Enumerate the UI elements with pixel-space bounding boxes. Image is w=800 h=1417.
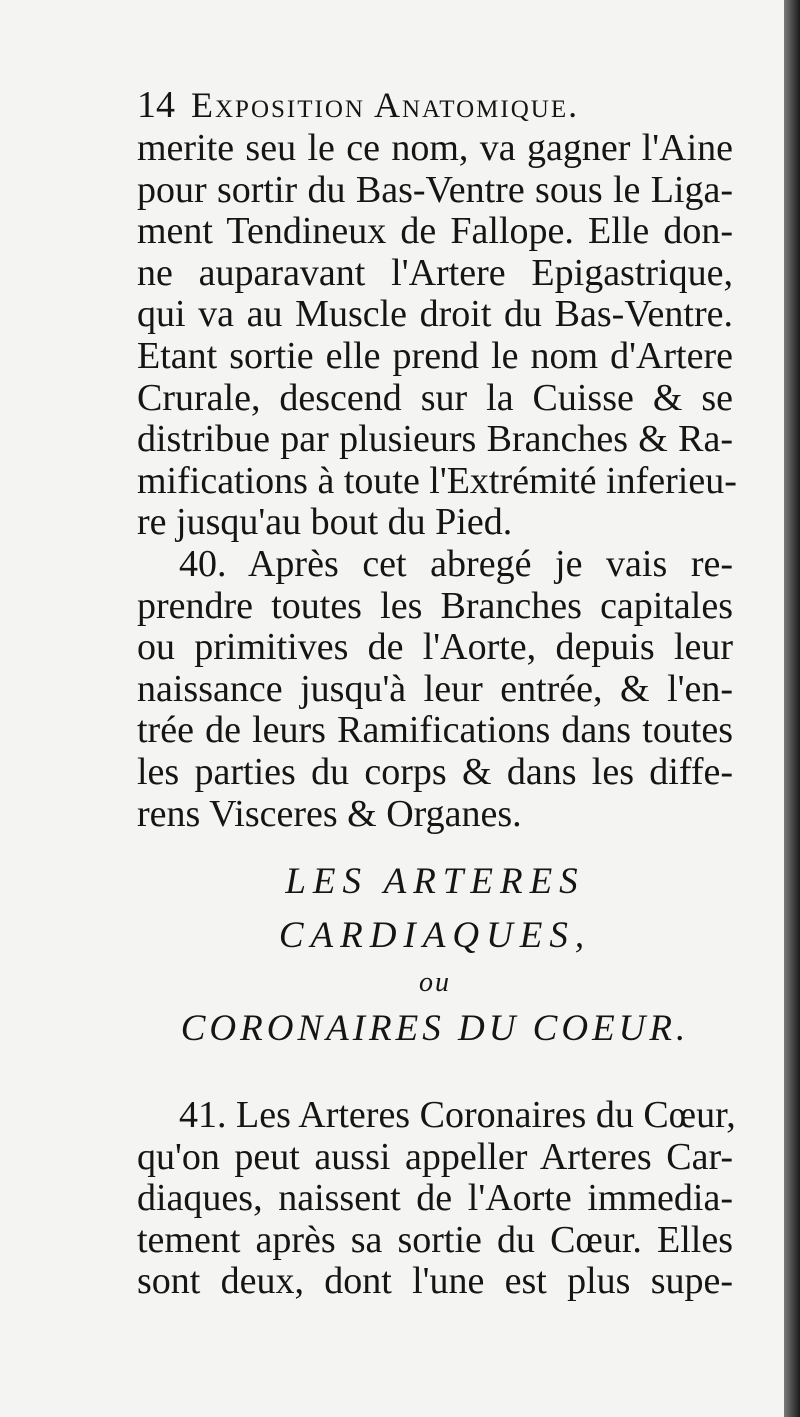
- running-head: Exposition Anatomique.: [191, 85, 580, 125]
- text-line: re jusqu'au bout du Pied.: [137, 501, 513, 544]
- text-line: tement après sa sortie du Cœur. Elles: [137, 1218, 733, 1261]
- text-line: merite seu le ce nom, va gagner l'Aine: [137, 127, 733, 169]
- text-line: naissance jusqu'à leur entrée, & l'en-: [137, 667, 733, 710]
- text-line: distribue par plusieurs Branches & Ra-: [137, 418, 733, 461]
- text-line: prendre toutes les Branches capitales: [137, 584, 733, 627]
- heading-line: CORONAIRES DU COEUR.: [180, 1008, 690, 1050]
- heading-line: CARDIAQUES,: [278, 915, 592, 957]
- text-line: pour sortir du Bas-Ventre sous le Liga-: [137, 168, 733, 211]
- page-edge-shadow: [784, 0, 800, 1417]
- text-line: 41. Les Arteres Coronaires du Cœur,: [179, 1094, 736, 1137]
- paragraph-40: [137, 544, 733, 835]
- text-line: Crurale, descend sur la Cuisse & se: [137, 376, 733, 419]
- page-text: [137, 82, 737, 1303]
- heading-line: ou: [419, 967, 451, 999]
- text-line: Etant sortie elle prend le nom d'Artere: [137, 334, 733, 377]
- spacer: [137, 1057, 733, 1095]
- paragraph-continuation: [137, 127, 737, 544]
- text-line: ne auparavant l'Artere Epigastrique,: [137, 251, 733, 294]
- text-line: ment Tendineux de Fallope. Elle don-: [137, 210, 733, 253]
- text-line: trée de leurs Ramifications dans toutes: [137, 709, 733, 752]
- text-line: rens Visceres & Organes.: [137, 792, 522, 835]
- heading-line: LES ARTERES: [285, 861, 585, 903]
- page-header: [137, 82, 733, 128]
- text-line: ou primitives de l'Aorte, depuis leur: [137, 626, 733, 669]
- text-line: diaques, naissent de l'Aorte immedia-: [137, 1177, 733, 1220]
- text-line: mifications à toute l'Extrémité inferieu-: [137, 459, 737, 502]
- text-line: les parties du corps & dans les diffe-: [137, 750, 733, 793]
- page-number: 14: [137, 84, 175, 126]
- text-line: sont deux, dont l'une est plus supe-: [137, 1260, 733, 1303]
- text-line: qui va au Muscle droit du Bas-Ventre.: [137, 293, 733, 336]
- text-line: 40. Après cet abregé je vais re-: [179, 542, 733, 585]
- section-heading: [137, 857, 733, 1057]
- paragraph-41: [137, 1094, 736, 1303]
- text-line: qu'on peut aussi appeller Arteres Car-: [137, 1135, 733, 1178]
